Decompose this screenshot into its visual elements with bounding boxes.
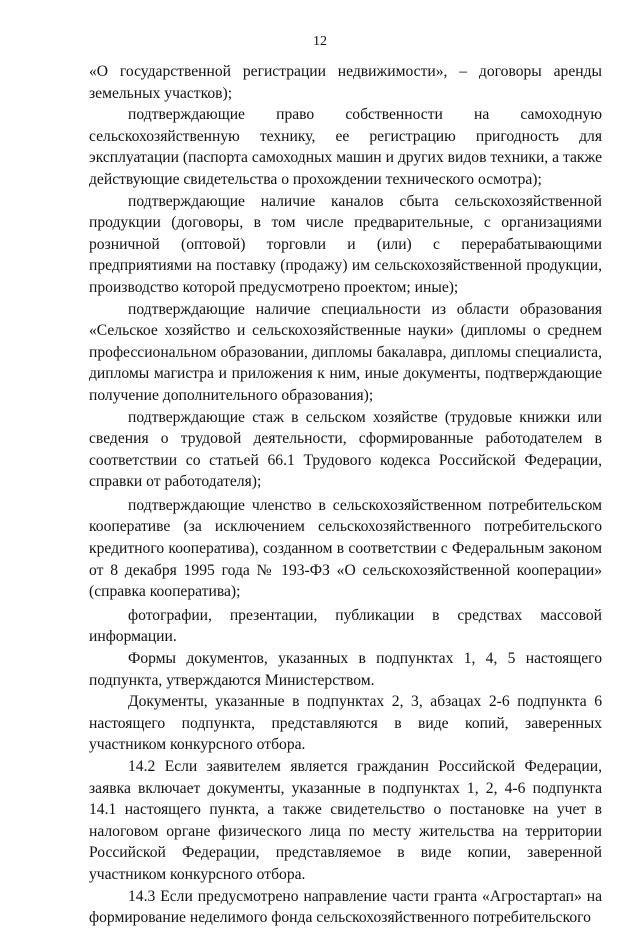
paragraph-cooperative-membership: подтверждающие членство в сельскохозяйственном потребительском кооперативе (за исключением сельскохозяйственного потребительского кредитного кооператива), созданном в соответствии с Федеральным законом от 8 декабря 1995 года № 193-ФЗ «О сельскохозяйственной кооперации» (справка кооператива); [89,496,602,601]
page-number: 12 [313,34,327,49]
paragraph-land-lease: «О государственной регистрации недвижимости», – договоры аренды земельных участков); [89,63,602,102]
paragraph-education: подтверждающие наличие специальности из области образования «Сельское хозяйство и сельскохозяйственные науки» (дипломы о среднем профессиональном образовании, дипломы бакалавра, дипломы специалиста, дипломы магистра и приложения к ним, иные документы, подтверждающие получение дополнительного образования); [89,300,602,404]
paragraph-work-experience: подтверждающие стаж в сельском хозяйстве (трудовые книжки или сведения о трудовой деятельности, сформированные работодателем в соответствии со статьей 66.1 Трудового кодекса Российской Федерации, справки от работодателя); [89,408,602,491]
paragraph-section-14-2: 14.2 Если заявителем является гражданин Российской Федерации, заявка включает документы, указанные в подпунктах 1, 2, 4-6 подпункта 14.1 настоящего пункта, а также свидетельство о постановке на учет в налоговом органе физического лица по месту жительства на территории Российской Федерации, представляемое в виде копии, заверенной участником конкурсного отбора. [89,758,602,883]
paragraph-section-14-3: 14.3 Если предусмотрено направление части гранта «Агростартап» на формирование неделимого фонда сельскохозяйственного потребительского [89,887,602,927]
paragraph-media: фотографии, презентации, публикации в средствах массовой информации. [89,606,602,646]
paragraph-machinery-ownership: подтверждающие право собственности на самоходную сельскохозяйственную технику, ее регистрацию пригодность для эксплуатации (паспорта самоходных машин и других видов техники, а также действующие свидетельства о прохождении технического осмотра); [89,106,602,188]
document-body [89,61,602,929]
paragraph-document-forms: Формы документов, указанных в подпунктах 1, 4, 5 настоящего подпункта, утверждаются Министерством. [89,650,602,689]
paragraph-document-copies: Документы, указанные в подпунктах 2, 3, абзацах 2-6 подпункта 6 настоящего подпункта, представляются в виде копий, заверенных участником конкурсного отбора. [89,693,602,754]
paragraph-sales-channels: подтверждающие наличие каналов сбыта сельскохозяйственной продукции (договоры, в том числе предварительные, с организациями розничной (оптовой) торговли и (или) с перерабатывающими предприятиями на поставку (продажу) им сельскохозяйственной продукции, производство которой предусмотрено проектом; иные); [89,192,602,296]
